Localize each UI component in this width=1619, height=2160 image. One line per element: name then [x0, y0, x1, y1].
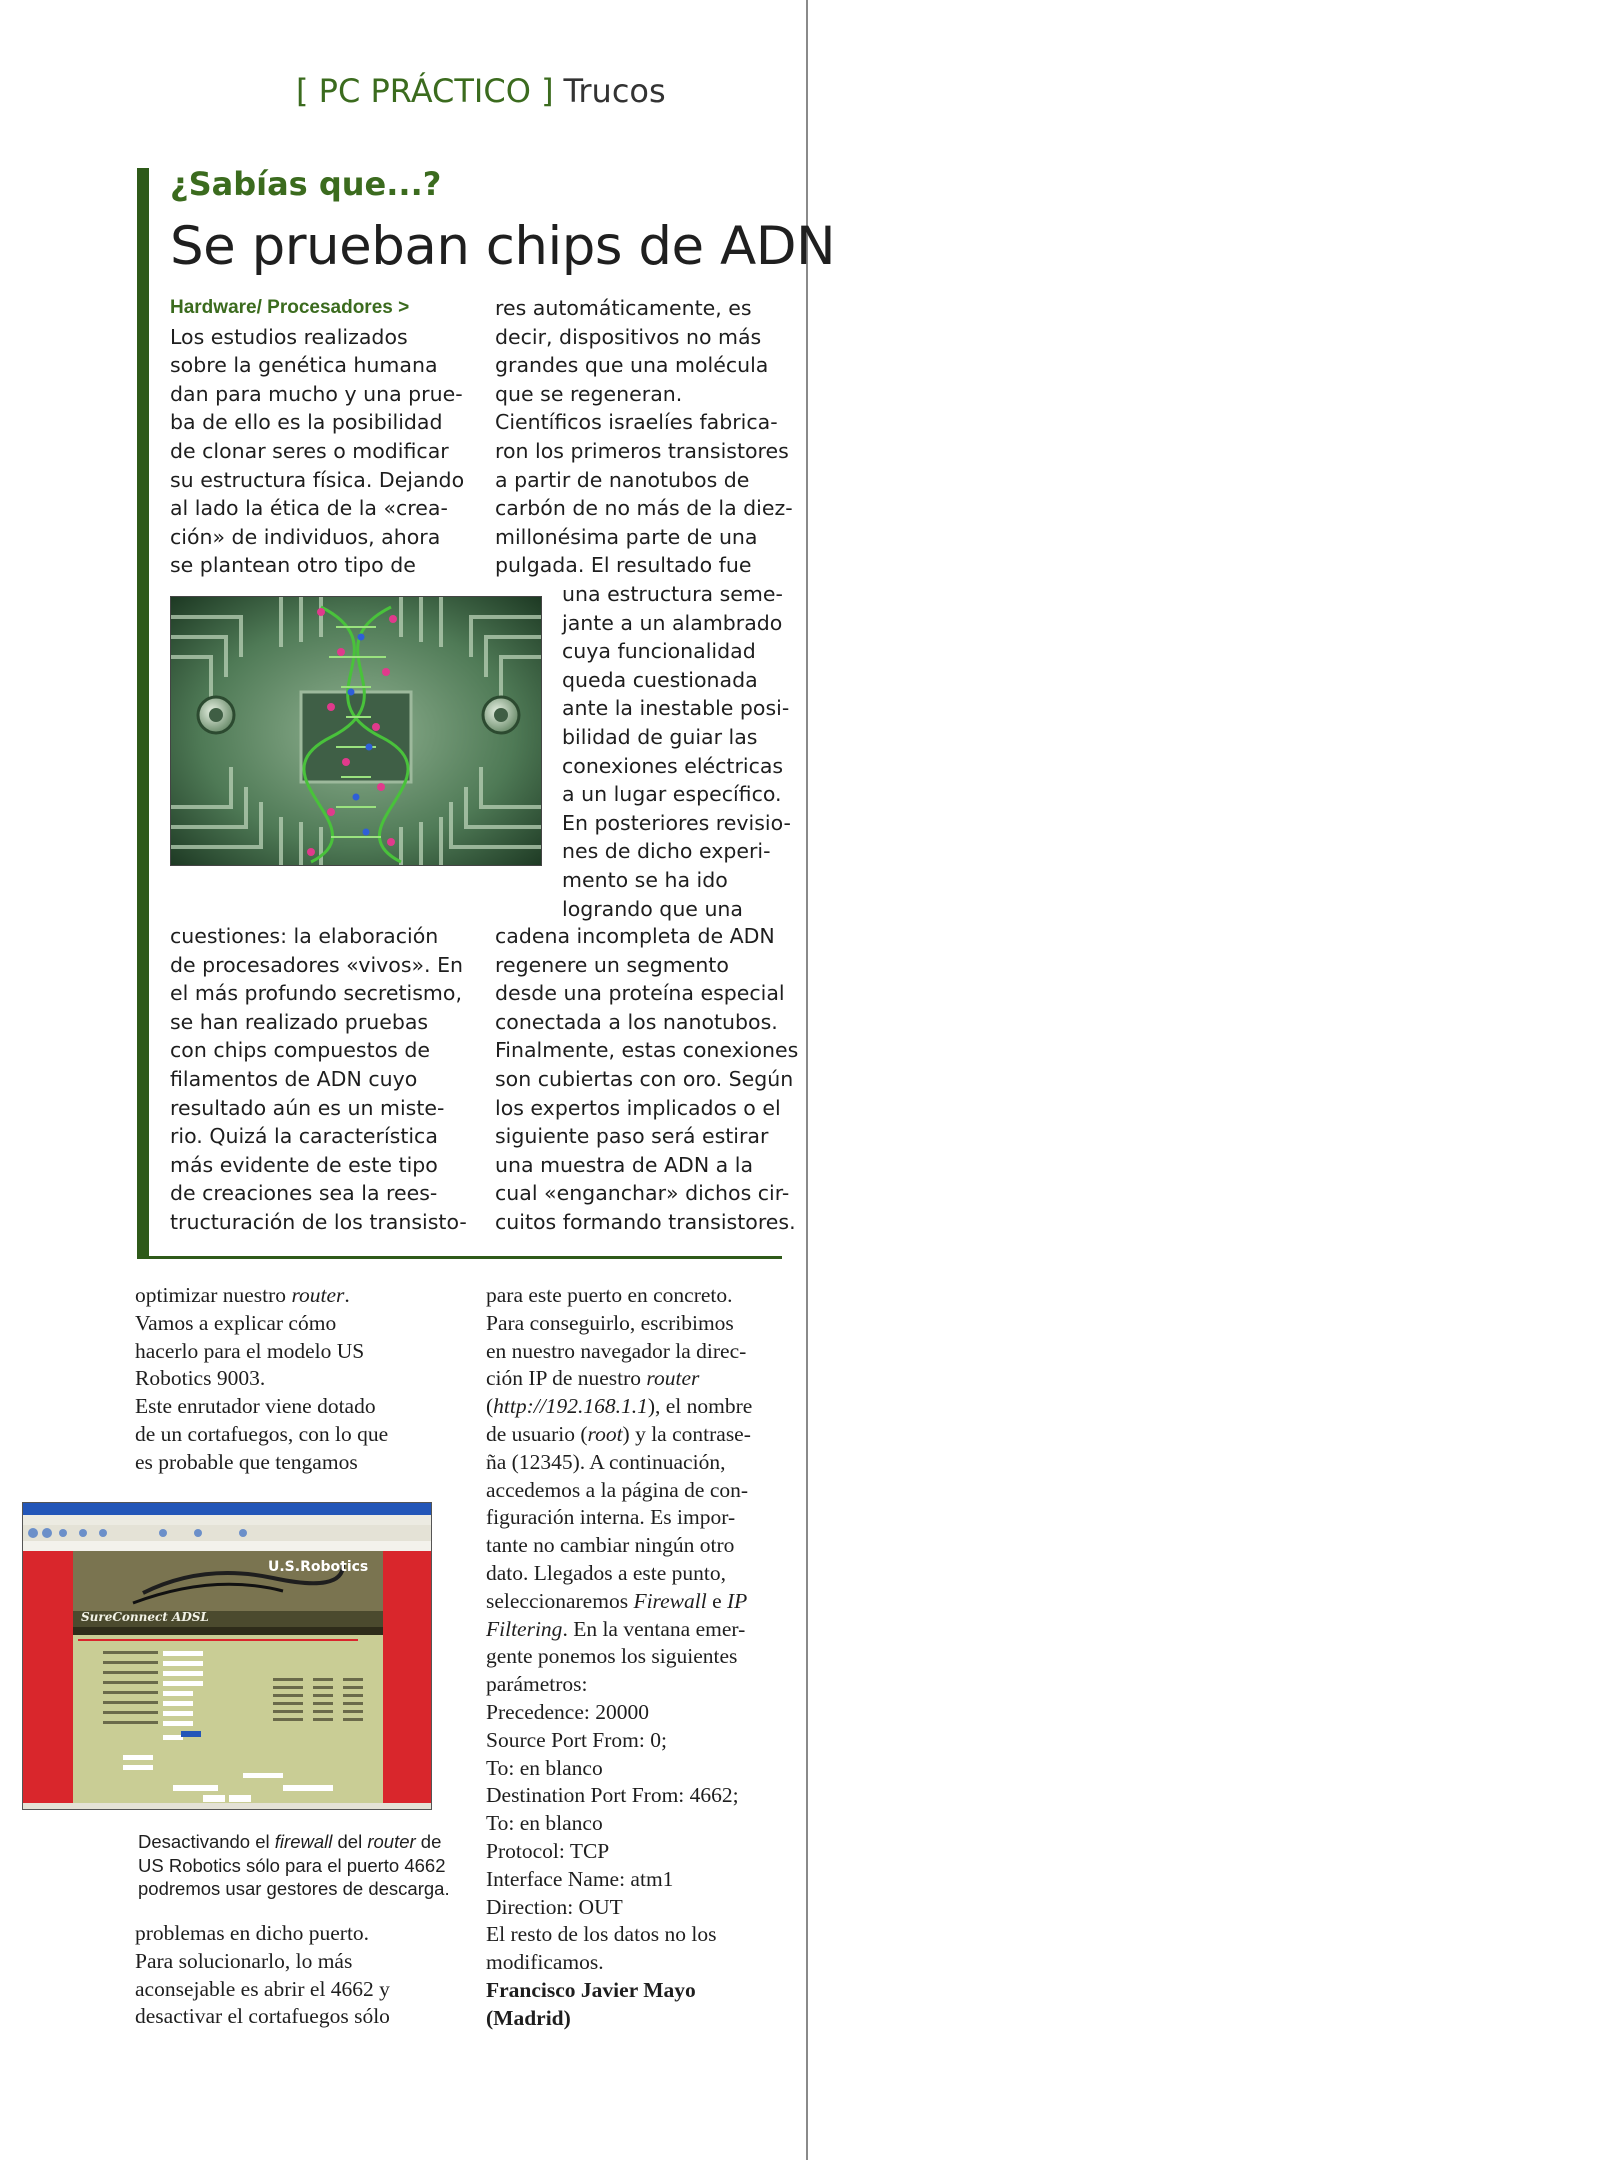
text-line: Vamos a explicar cómo: [135, 1310, 337, 1335]
text-line: modificamos.: [486, 1950, 604, 1975]
text-run: e: [706, 1588, 728, 1613]
text-line: millonésima parte de una: [495, 524, 758, 549]
article-column-2-top: [495, 294, 793, 580]
param-line: Protocol: TCP: [486, 1838, 610, 1863]
text-line: gente ponemos los siguientes: [486, 1644, 738, 1669]
text-run: ción IP de nuestro: [486, 1366, 647, 1391]
text-run: (: [486, 1394, 494, 1419]
text-line: bilidad de guiar las: [562, 724, 758, 749]
text-run: ), el nombre: [647, 1394, 753, 1419]
text-line: tructuración de los transisto-: [170, 1209, 467, 1234]
text-line: para este puerto en concreto.: [486, 1283, 733, 1307]
tip-column-left-bottom: [135, 1920, 455, 2031]
param-line: To: en blanco: [486, 1811, 603, 1836]
text-line: en nuestro navegador la direc-: [486, 1338, 747, 1363]
caption-line: [138, 1830, 450, 1854]
text-line: ron los primeros transistores: [495, 438, 789, 463]
text-line: Este enrutador viene dotado: [135, 1394, 376, 1419]
article-column-2-wrap: [562, 580, 791, 923]
param-line: Interface Name: atm1: [486, 1866, 674, 1891]
router-screenshot: [22, 1502, 432, 1810]
text-run: . En la ventana emer-: [562, 1616, 746, 1641]
text-run-italic: router: [367, 1831, 416, 1852]
text-line: filamentos de ADN cuyo: [170, 1066, 418, 1091]
param-line: Precedence: 20000: [486, 1699, 649, 1724]
text-line: el más profundo secretismo,: [170, 981, 462, 1006]
text-line: carbón de no más de la diez-: [495, 496, 793, 521]
text-line: parámetros:: [486, 1672, 588, 1697]
text-run: optimizar nuestro: [135, 1283, 292, 1307]
text-line: logrando que una: [562, 896, 743, 921]
headline: Se prueban chips de ADN: [170, 216, 836, 277]
text-line: sobre la genética humana: [170, 353, 438, 378]
text-run-italic: Filtering: [486, 1616, 563, 1641]
text-line: una estructura seme-: [562, 582, 783, 606]
text-line: aconsejable es abrir el 4662 y: [135, 1976, 390, 2001]
text-run-italic: firewall: [274, 1831, 333, 1852]
text-line: hacerlo para el modelo US: [135, 1338, 365, 1363]
article-column-1-top: [170, 294, 465, 580]
author-location: (Madrid): [486, 2005, 571, 2030]
text-line: conexiones eléctricas: [562, 753, 784, 778]
caption-line: podremos usar gestores de descarga.: [138, 1878, 450, 1899]
text-run-italic: router: [646, 1366, 700, 1391]
text-line: tante no cambiar ningún otro: [486, 1533, 735, 1558]
text-line: jante a un alambrado: [562, 610, 783, 635]
kicker: ¿Sabías que...?: [170, 165, 442, 203]
text-line: de un cortafuegos, con lo que: [135, 1421, 389, 1446]
text-line: resultado aún es un miste-: [170, 1095, 445, 1120]
text-run-italic: Firewall: [633, 1588, 707, 1613]
text-line: [486, 1616, 806, 1644]
text-line: dato. Llegados a este punto,: [486, 1560, 727, 1585]
text-line: más evidente de este tipo: [170, 1152, 438, 1177]
text-line: a partir de nanotubos de: [495, 467, 750, 492]
text-line: queda cuestionada: [562, 667, 758, 692]
column-divider: [806, 0, 808, 2160]
text-run: Desactivando el: [138, 1831, 275, 1852]
text-line: ante la inestable posi-: [562, 696, 790, 721]
text-line: [486, 1365, 806, 1393]
text-line: [486, 1393, 806, 1421]
text-run-italic: root: [587, 1421, 623, 1446]
text-line: nes de dicho experi-: [562, 839, 771, 864]
text-line: siguiente paso será estirar: [495, 1124, 769, 1149]
article-column-1-bottom: [170, 922, 470, 1237]
text-line: ción» de individuos, ahora: [170, 524, 441, 549]
text-line: pulgada. El resultado fue: [495, 553, 752, 578]
author-name: Francisco Javier Mayo: [486, 1977, 696, 2002]
text-line: desactivar el cortafuegos sólo: [135, 2004, 390, 2029]
text-line: regenere un segmento: [495, 952, 729, 977]
text-line: Finalmente, estas conexiones: [495, 1038, 799, 1063]
text-line: dan para mucho y una prue-: [170, 381, 463, 406]
text-run: ) y la contrase-: [622, 1421, 751, 1446]
text-run: de usuario (: [486, 1421, 588, 1446]
text-line: se han realizado pruebas: [170, 1009, 429, 1034]
text-line: El resto de los datos no los: [486, 1922, 717, 1947]
text-run-italic: IP: [727, 1588, 748, 1613]
text-line: accedemos a la página de con-: [486, 1477, 749, 1502]
text-line: Robotics 9003.: [135, 1366, 266, 1391]
text-line: [486, 1421, 806, 1449]
text-line: de clonar seres o modificar: [170, 438, 449, 463]
text-line: cuestiones: la elaboración: [170, 924, 439, 948]
text-line: ña (12345). A continuación,: [486, 1449, 726, 1474]
text-line: mento se ha ido: [562, 867, 728, 892]
text-line: res automáticamente, es: [495, 296, 752, 320]
text-line: cuya funcionalidad: [562, 639, 756, 664]
param-line: Destination Port From: 4662;: [486, 1783, 739, 1808]
text-line: se plantean otro tipo de: [170, 553, 416, 578]
text-line: figuración interna. Es impor-: [486, 1505, 736, 1530]
section-header: [296, 72, 666, 110]
text-run: .: [344, 1283, 350, 1307]
text-line: es probable que tengamos: [135, 1449, 358, 1474]
text-line: [486, 1588, 806, 1616]
text-line: cual «enganchar» dichos cir-: [495, 1181, 790, 1206]
text-line: En posteriores revisio-: [562, 810, 791, 835]
param-line: Direction: OUT: [486, 1894, 623, 1919]
text-line: Científicos israelíes fabrica-: [495, 410, 778, 435]
router-brand-text: U.S.Robotics: [268, 1559, 369, 1575]
text-line: de creaciones sea la rees-: [170, 1181, 438, 1206]
param-line: Source Port From: 0;: [486, 1727, 667, 1752]
text-run: de: [415, 1831, 442, 1852]
text-line: al lado la ética de la «crea-: [170, 496, 448, 521]
text-line: que se regeneran.: [495, 381, 683, 406]
text-line: grandes que una molécula: [495, 353, 769, 378]
text-line: decir, dispositivos no más: [495, 324, 762, 349]
text-run-italic: router: [291, 1283, 345, 1307]
text-line: cadena incompleta de ADN: [495, 924, 775, 948]
text-line: [135, 1282, 455, 1310]
router-product-text: SureConnect ADSL: [81, 1610, 209, 1624]
screenshot-caption: [138, 1830, 450, 1901]
router-url: http://192.168.1.1: [493, 1394, 648, 1419]
text-line: conectada a los nanotubos.: [495, 1009, 778, 1034]
text-line: desde una proteína especial: [495, 981, 785, 1006]
text-line: problemas en dicho puerto.: [135, 1921, 370, 1945]
text-line: Para solucionarlo, lo más: [135, 1948, 353, 1973]
tip-column-right: [486, 1282, 806, 2033]
text-line: rio. Quizá la característica: [170, 1124, 438, 1149]
tip-column-left-top: [135, 1282, 455, 1477]
article-column-2-bottom: [495, 922, 799, 1237]
text-line: su estructura física. Dejando: [170, 467, 465, 492]
text-line: cuitos formando transistores.: [495, 1209, 796, 1234]
text-line: ba de ello es la posibilidad: [170, 410, 443, 435]
category-label: Hardware/ Procesadores >: [170, 297, 410, 318]
text-line: los expertos implicados o el: [495, 1095, 781, 1120]
text-line: una muestra de ADN a la: [495, 1152, 754, 1177]
text-line: Los estudios realizados: [170, 324, 408, 349]
text-run: seleccionaremos: [486, 1588, 634, 1613]
section-name: Trucos: [563, 72, 666, 110]
section-bracket: [ PC PRÁCTICO ]: [296, 72, 554, 110]
text-run: del: [332, 1831, 368, 1852]
text-line: Para conseguirlo, escribimos: [486, 1310, 734, 1335]
text-line: de procesadores «vivos». En: [170, 952, 464, 977]
param-line: To: en blanco: [486, 1755, 603, 1780]
dna-chip-image: [170, 596, 542, 866]
text-line: a un lugar específico.: [562, 782, 782, 807]
caption-line: US Robotics sólo para el puerto 4662: [138, 1854, 446, 1876]
text-line: con chips compuestos de: [170, 1038, 430, 1063]
text-line: son cubiertas con oro. Según: [495, 1066, 794, 1091]
